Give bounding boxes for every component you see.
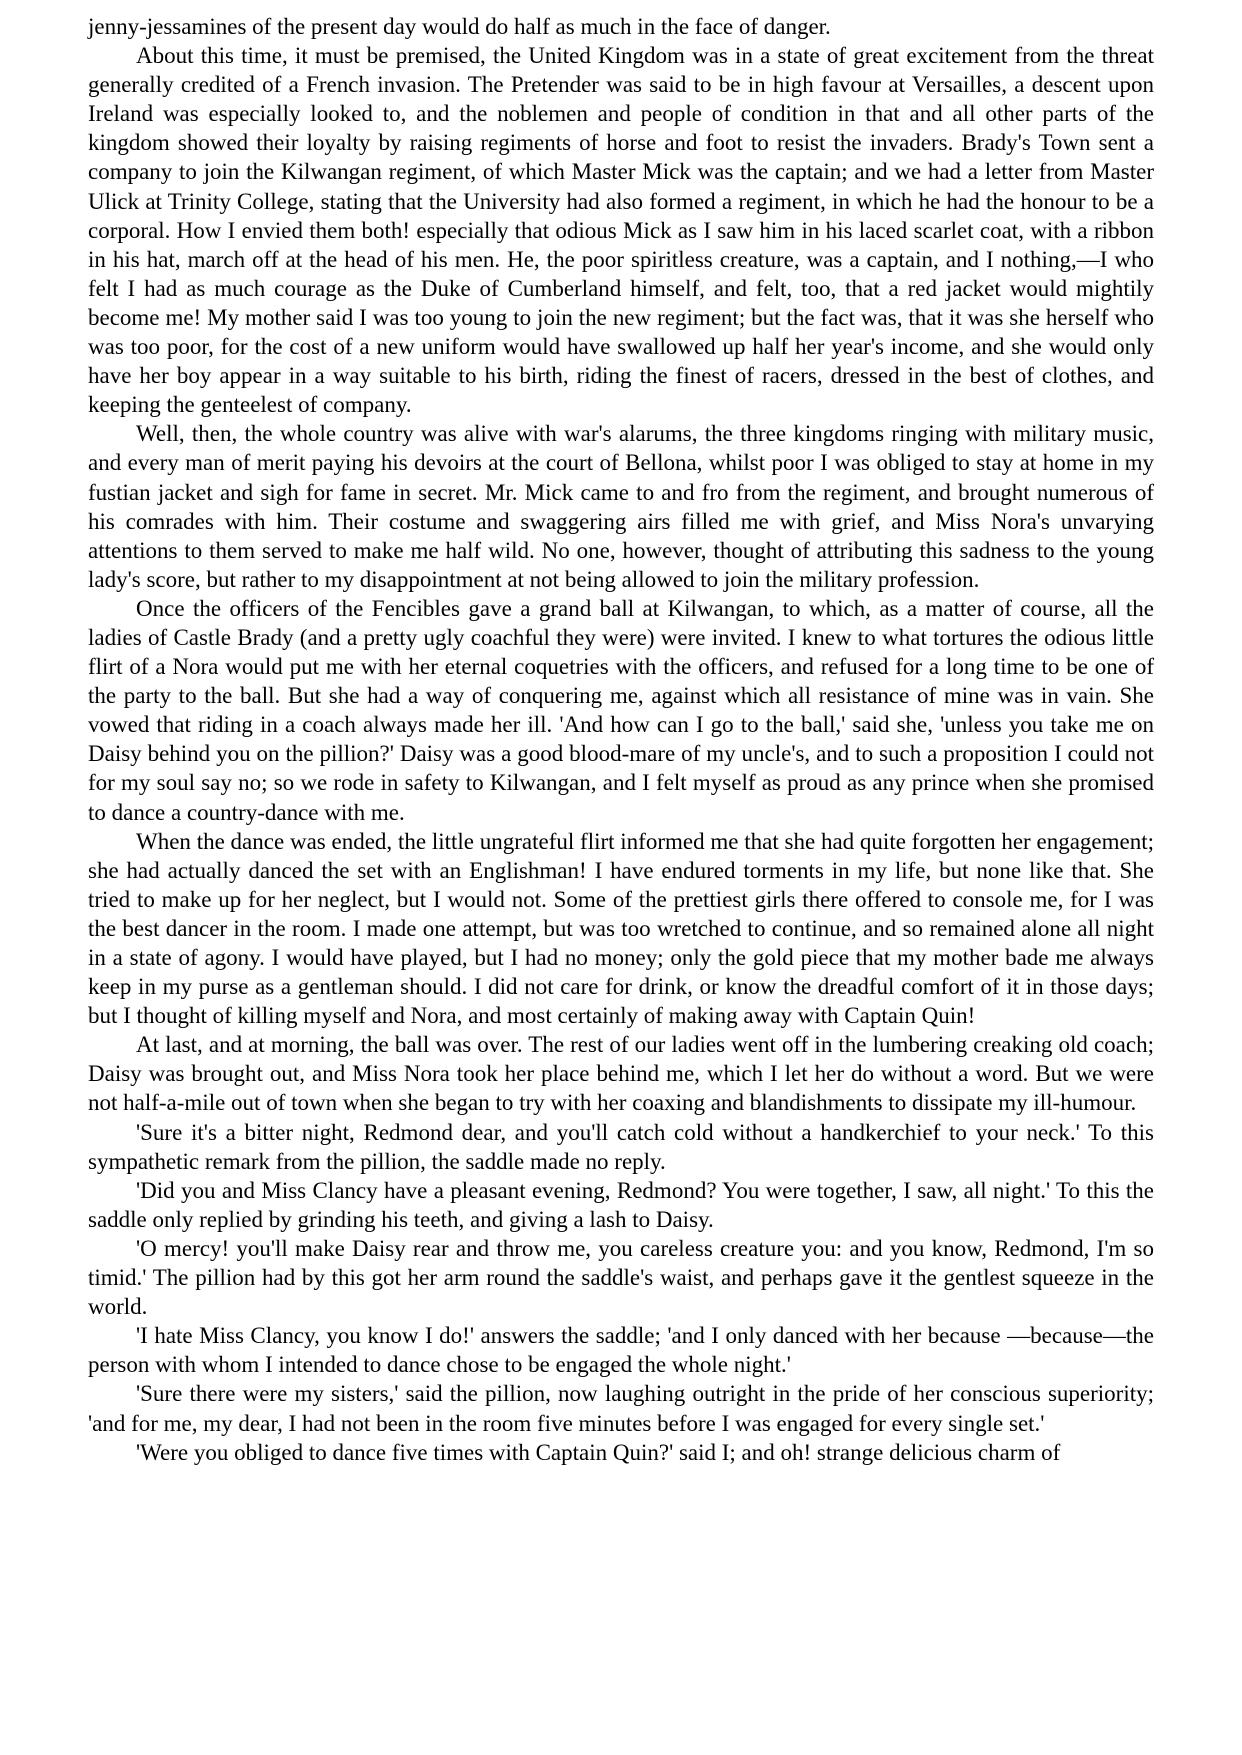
paragraph: When the dance was ended, the little ungrateful flirt informed me that she had quite forgotten her engagement; she had actually danced the set with an Englishman! I have endured torments in my life, but none like that. She tried to make up for her neglect, but I would not. Some of the prettiest girls there offered to console me, for I was the best dancer in the room. I made one attempt, but was too wretched to continue, and so remained alone all night in a state of agony. I would have played, but I had no money; only the gold piece that my mother bade me always keep in my purse as a gentleman should. I did not care for drink, or know the dreadful comfort of it in those days; but I thought of killing myself and Nora, and most certainly of making away with Captain Quin! [88, 828, 1154, 1029]
paragraph: Well, then, the whole country was alive with war's alarums, the three kingdoms ringing with military music, and every man of merit paying his devoirs at the court of Bellona, whilst poor I was obliged to stay at home in my fustian jacket and sigh for fame in secret. Mr. Mick came to and fro from the regiment, and brought numerous of his comrades with him. Their costume and swaggering airs filled me with grief, and Miss Nora's unvarying attentions to them served to make me half wild. No one, however, thought of attributing this sadness to the young lady's score, but rather to my disappointment at not being allowed to join the military profession. [88, 421, 1154, 592]
paragraph: 'Sure it's a bitter night, Redmond dear, and you'll catch cold without a handkerchief to your neck.' To this sympathetic remark from the pillion, the saddle made no reply. [88, 1119, 1154, 1174]
paragraph: 'Did you and Miss Clancy have a pleasant evening, Redmond? You were together, I saw, all night.' To this the saddle only replied by grinding his teeth, and giving a lash to Daisy. [88, 1177, 1154, 1232]
paragraph: 'Were you obliged to dance five times with Captain Quin?' said I; and oh! strange delicious charm of [136, 1439, 1061, 1465]
paragraph: 'I hate Miss Clancy, you know I do!' answers the saddle; 'and I only danced with her because —because—the person with whom I intended to dance chose to be engaged the whole night.' [88, 1323, 1154, 1378]
paragraph: 'Sure there were my sisters,' said the pillion, now laughing outright in the pride of her conscious superiority; 'and for me, my dear, I had not been in the room five minutes before I was engaged for every single set.' [88, 1381, 1154, 1436]
document-page [88, 12, 1154, 1467]
paragraph: jenny-jessamines of the present day would do half as much in the face of danger. [88, 14, 831, 39]
paragraph: About this time, it must be premised, the United Kingdom was in a state of great excitement from the threat generally credited of a French invasion. The Pretender was said to be in high favour at Versailles, a descent upon Ireland was especially looked to, and the noblemen and people of condition in that and all other parts of the kingdom showed their loyalty by raising regiments of horse and foot to resist the invaders. Brady's Town sent a company to join the Kilwangan regiment, of which Master Mick was the captain; and we had a letter from Master Ulick at Trinity College, stating that the University had also formed a regiment, in which he had the honour to be a corporal. How I envied them both! especially that odious Mick as I saw him in his laced scarlet coat, with a ribbon in his hat, march off at the head of his men. He, the poor spiritless creature, was a captain, and I nothing,—I who felt I had as much courage as the Duke of Cumberland himself, and felt, too, that a red jacket would mightily become me! My mother said I was too young to join the new regiment; but the fact was, that it was she herself who was too poor, for the cost of a new uniform would have swallowed up half her year's income, and she would only have her boy appear in a way suitable to his birth, riding the finest of racers, dressed in the best of clothes, and keeping the genteelest of company. [88, 43, 1154, 418]
paragraph: Once the officers of the Fencibles gave a grand ball at Kilwangan, to which, as a matter of course, all the ladies of Castle Brady (and a pretty ugly coachful they were) were invited. I knew to what tortures the odious little flirt of a Nora would put me with her eternal coquetries with the officers, and refused for a long time to be one of the party to the ball. But she had a way of conquering me, against which all resistance of mine was in vain. She vowed that riding in a coach always made her ill. 'And how can I go to the ball,' said she, 'unless you take me on Daisy behind you on the pillion?' Daisy was a good blood-mare of my uncle's, and to such a proposition I could not for my soul say no; so we rode in safety to Kilwangan, and I felt myself as proud as any prince when she promised to dance a country-dance with me. [88, 595, 1154, 825]
paragraph: At last, and at morning, the ball was over. The rest of our ladies went off in the lumbering creaking old coach; Daisy was brought out, and Miss Nora took her place behind me, which I let her do without a word. But we were not half-a-mile out of town when she began to try with her coaxing and blandishments to dissipate my ill-humour. [88, 1032, 1154, 1116]
paragraph: 'O mercy! you'll make Daisy rear and throw me, you careless creature you: and you know, Redmond, I'm so timid.' The pillion had by this got her arm round the saddle's waist, and perhaps gave it the gentlest squeeze in the world. [88, 1235, 1154, 1320]
